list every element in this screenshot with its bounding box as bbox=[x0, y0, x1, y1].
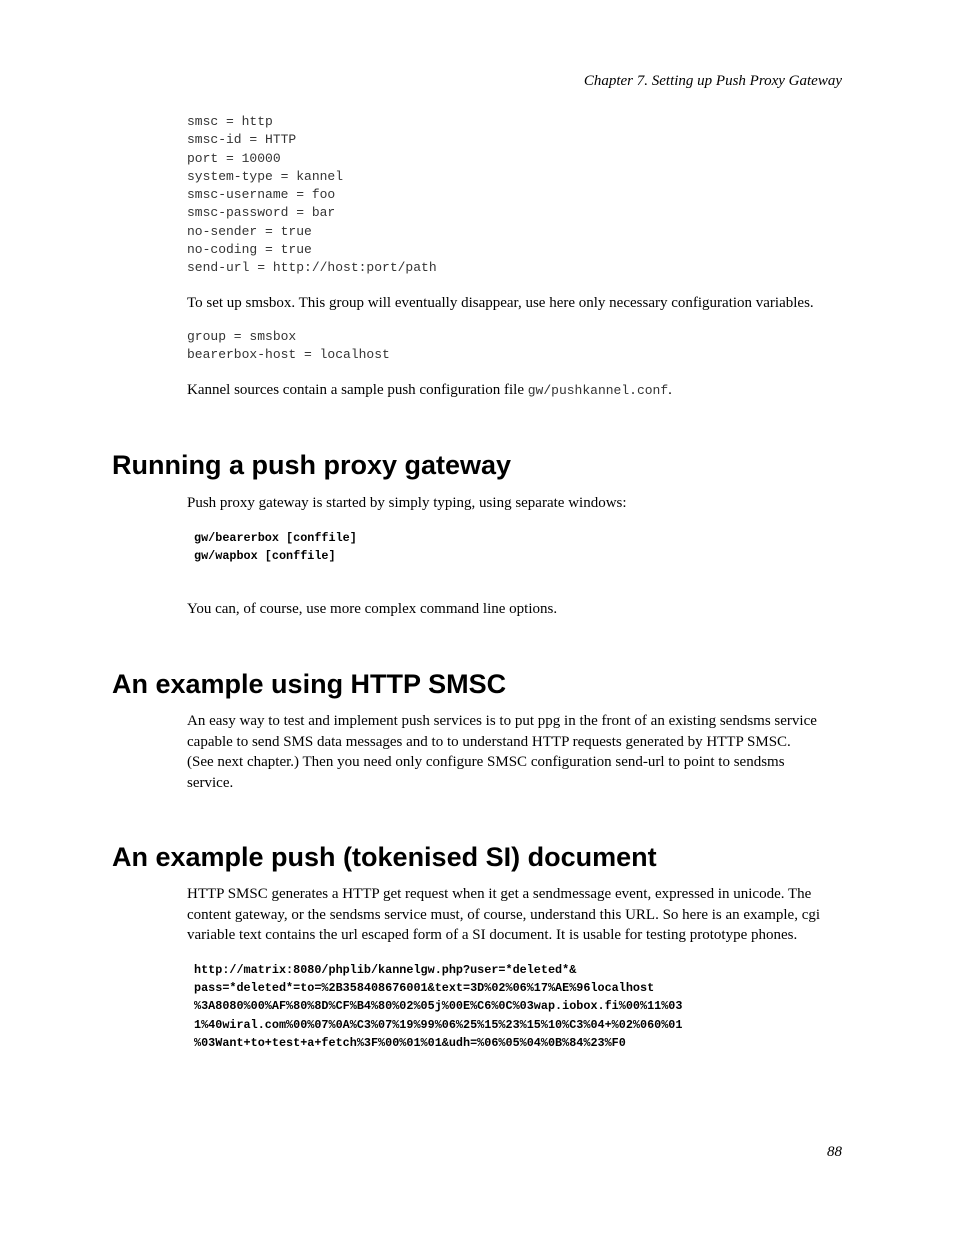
page-number: 88 bbox=[827, 1144, 842, 1160]
config-filename: gw/pushkannel.conf bbox=[527, 383, 669, 398]
smsc-config-code: smsc = http smsc-id = HTTP port = 10000 system-type = kannel smsc-username = foo smsc-password = bar no-sender = true no-coding = true send-url = http://host:port/path bbox=[187, 114, 437, 276]
push-document-paragraph: HTTP SMSC generates a HTTP get request when it get a sendmessage event, expressed in unicode. The content gateway, or the sendsms service must, of course, understand this URL. So here is an example, cgi variable text contains the url escaped form of a SI document. It is usable for testing prototype phones. bbox=[187, 886, 821, 943]
running-header: Chapter 7. Setting up Push Proxy Gateway bbox=[583, 73, 842, 89]
running-intro-paragraph: Push proxy gateway is started by simply typing, using separate windows: bbox=[187, 495, 627, 511]
push-url-code: http://matrix:8080/phplib/kannelgw.php?user=*deleted*& pass=*deleted*=to=%2B358408676001&text=3D%02%06%17%AE%96localhost %3A8080%00%AF%80%8D%CF%B4%80%02%05j%00E%C6%0C%03wap.iobox.fi%00%11%03 1%40wiral.com%00%07%0A%C3%07%19%99%06%25%15%23%15%10%C3%04+%02%060%01 %03Want+to+test+a+fetch%3F%00%01%01&udh=%06%05%04%0B%84%23%F0 bbox=[194, 963, 683, 1050]
running-options-paragraph: You can, of course, use more complex command line options. bbox=[187, 601, 558, 617]
smsbox-config-code: group = smsbox bearerbox-host = localhost bbox=[187, 329, 390, 363]
section-title-running: Running a push proxy gateway bbox=[112, 450, 512, 480]
sample-config-paragraph: Kannel sources contain a sample push configuration file gw/pushkannel.conf. bbox=[187, 382, 672, 398]
smsbox-paragraph: To set up smsbox. This group will eventually disappear, use here only necessary configuration variables. bbox=[187, 295, 814, 311]
http-smsc-paragraph: An easy way to test and implement push services is to put ppg in the front of an existing sendsms service capable to send SMS data messages and to to understand HTTP requests generated by HTTP SMSC. (See next chapter.) Then you need only configure SMSC configuration send-url to point to sendsms service. bbox=[187, 713, 817, 791]
section-title-http-smsc: An example using HTTP SMSC bbox=[112, 669, 507, 699]
start-commands: gw/bearerbox [conffile] gw/wapbox [conffile] bbox=[194, 531, 357, 564]
section-title-push-document: An example push (tokenised SI) document bbox=[112, 842, 657, 872]
